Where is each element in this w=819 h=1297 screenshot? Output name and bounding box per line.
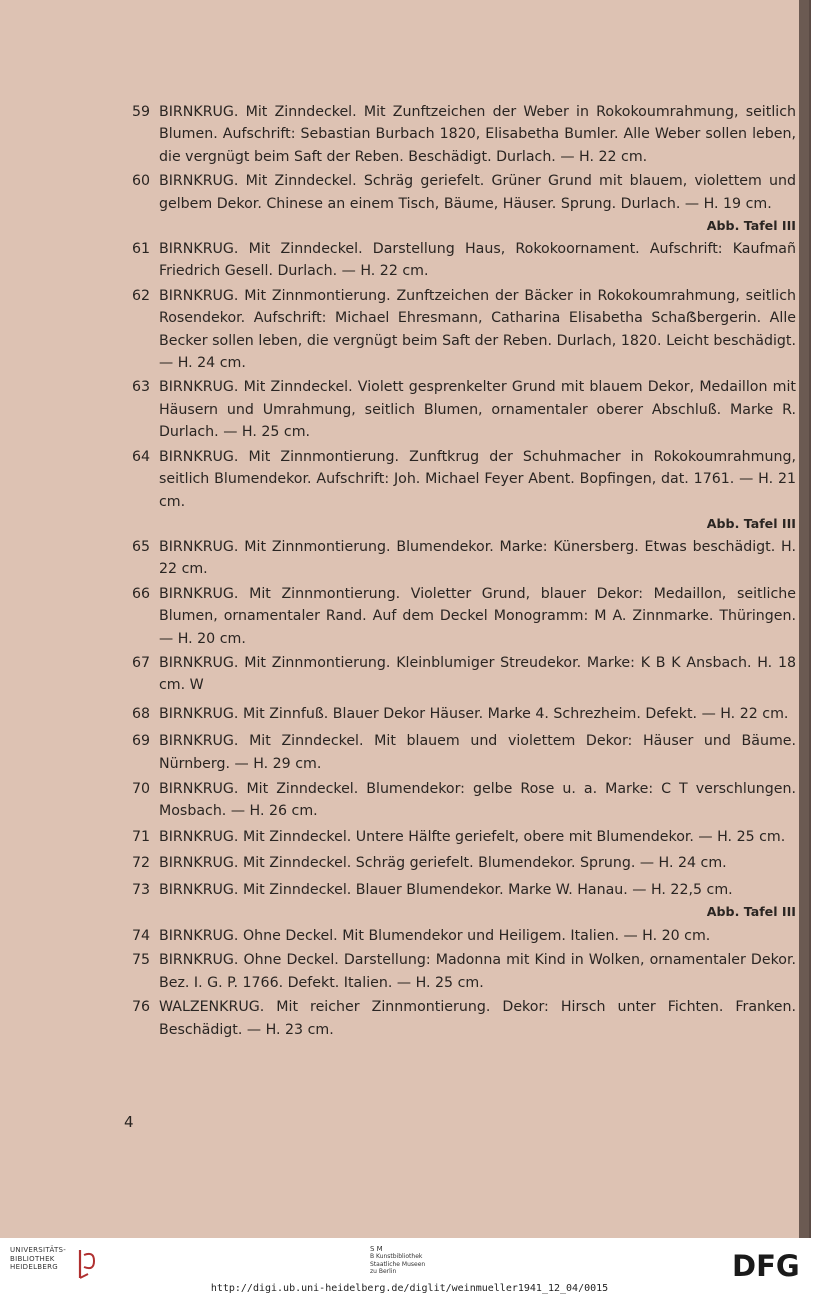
entry-text: BIRNKRUG. Mit Zinndeckel. Darstellung Haus, Rokokoornament. Aufschrift: Kaufmañ Friedrich Gesell. Durlach. — H. 22 cm. (159, 241, 796, 280)
entry-text: BIRNKRUG. Mit Zinndeckel. Mit blauem und violettem Dekor: Häuser und Bäume. Nürnberg. — H. 29 cm. (159, 733, 796, 772)
entry-number: 75 (132, 952, 151, 969)
page-edge (799, 0, 809, 1238)
catalog-entry (132, 170, 796, 236)
skb-line-2: B Kunstbibliothek (370, 1253, 423, 1261)
catalog-entry (132, 285, 796, 375)
library-seal-icon (76, 1247, 98, 1281)
entry-text: BIRNKRUG. Mit Zinndeckel. Blauer Blumendekor. Marke W. Hanau. — H. 22,5 cm. (159, 881, 733, 898)
plate-reference: Abb. Tafel III (706, 904, 796, 919)
plate-reference: Abb. Tafel III (706, 218, 796, 234)
skb-line-3: Staatliche Museen (370, 1260, 426, 1268)
library-name-line-1: UNIVERSITÄTS- (10, 1246, 67, 1254)
entry-number: 72 (132, 855, 151, 872)
page-url[interactable]: http://digi.ub.uni-heidelberg.de/diglit/weinmueller1941_12_04/0015 (210, 1283, 609, 1294)
skb-line-4: zu Berlin (370, 1267, 397, 1275)
catalog-entry (132, 996, 796, 1041)
entry-text: BIRNKRUG. Mit Zinndeckel. Mit Zunftzeichen der Weber in Rokokoumrahmung, seitlich Blumen. Aufschrift: Sebastian Burbach 1820, Elisabetha Bumler. Alle Weber sollen leben, die vergnügt beim Saft der Reben. Beschädigt. Durlach. — H. 22 cm. (159, 104, 796, 165)
catalog-entries (132, 101, 796, 1041)
entry-number: 66 (132, 585, 151, 602)
entry-text: BIRNKRUG. Mit Zinndeckel. Blumendekor: gelbe Rose u. a. Marke: C T verschlungen. Mosbach. — H. 26 cm. (159, 780, 796, 820)
entry-number: 65 (132, 538, 151, 555)
entry-text: BIRNKRUG. Mit Zinndeckel. Schräg geriefelt. Blumendekor. Sprung. — H. 24 cm. (159, 855, 727, 872)
catalog-entry (132, 703, 796, 725)
library-logo[interactable] (10, 1246, 66, 1272)
catalog-entry (132, 778, 796, 823)
entry-text: BIRNKRUG. Mit Zinnmontierung. Violetter Grund, blauer Dekor: Medaillon, seitliche Blumen, ornamentaler Rand. Auf dem Deckel Monogramm: M A. Zinnmarke. Thüringen. — H. 20 cm. (159, 585, 796, 647)
entry-number: 70 (132, 780, 151, 797)
catalog-entry (132, 826, 796, 848)
entry-number: 69 (132, 733, 151, 750)
plate-reference: Abb. Tafel III (706, 515, 796, 531)
catalog-entry (132, 376, 796, 443)
entry-number: 67 (132, 654, 151, 671)
library-name-line-3: HEIDELBERG (10, 1263, 58, 1271)
dfg-logo[interactable] (732, 1250, 810, 1280)
library-name-line-2: BIBLIOTHEK (10, 1254, 55, 1263)
entry-number: 71 (132, 828, 151, 845)
entry-number: 64 (132, 448, 151, 465)
entry-text: BIRNKRUG. Mit Zinnmontierung. Zunftzeichen der Bäcker in Rokokoumrahmung, seitlich Rosendekor. Aufschrift: Michael Ehresmann, Catharina Elisabetha Schaẞbergerin. Alle Becker sollen leben, die vergnügt beim Saft der Reben. Durlach, 1820. Leicht beschädigt. — H. 24 cm. (159, 287, 796, 372)
entry-number: 74 (132, 928, 151, 944)
entry-text: BIRNKRUG. Mit Zinnmontierung. Zunftkrug der Schuhmacher in Rokokoumrahmung, seitlich Blumendekor. Aufschrift: Joh. Michael Feyer Abent. Bopfingen, dat. 1761. — H. 21 cm. (159, 448, 796, 510)
entry-text: BIRNKRUG. Mit Zinnmontierung. Kleinblumiger Streudekor. Marke: K B K Ansbach. H. 18 cm. W (159, 654, 796, 694)
entry-number: 68 (132, 705, 151, 722)
catalog-entry (132, 925, 796, 947)
entry-number: 59 (132, 104, 151, 120)
entry-text: BIRNKRUG. Ohne Deckel. Darstellung: Madonna mit Kind in Wolken, ornamentaler Dekor. Bez. I. G. P. 1766. Defekt. Italien. — H. 25 cm. (159, 952, 796, 991)
entry-text: WALZENKRUG. Mit reicher Zinnmontierung. Dekor: Hirsch unter Fichten. Franken. Beschädigt. — H. 23 cm. (159, 999, 796, 1038)
catalog-entry (132, 238, 796, 283)
catalog-entry (132, 879, 796, 922)
catalog-entry (132, 652, 796, 697)
catalog-entry (132, 536, 796, 581)
entry-text: BIRNKRUG. Mit Zinndeckel. Violett gesprenkelter Grund mit blauem Dekor, Medaillon mit Häusern und Umrahmung, seitlich Blumen, ornamentaler oberer Abschluß. Marke R. Durlach. — H. 25 cm. (159, 379, 796, 441)
entry-text: BIRNKRUG. Ohne Deckel. Mit Blumendekor und Heiligem. Italien. — H. 20 cm. (159, 928, 711, 944)
entry-text: BIRNKRUG. Mit Zinndeckel. Untere Hälfte geriefelt, obere mit Blumendekor. — H. 25 cm. (159, 828, 786, 845)
page-number: 4 (124, 1113, 134, 1131)
skb-line-1: S M (370, 1245, 383, 1253)
entry-text: BIRNKRUG. Mit Zinndeckel. Schräg geriefelt. Grüner Grund mit blauem, violettem und gelbem Dekor. Chinese an einem Tisch, Bäume, Häuser. Sprung. Durlach. — H. 19 cm. (159, 173, 796, 212)
catalog-entry (132, 446, 796, 534)
catalog-entry (132, 101, 796, 168)
entry-number: 61 (132, 241, 151, 258)
entry-number: 73 (132, 881, 151, 898)
entry-number: 62 (132, 287, 151, 304)
entry-number: 63 (132, 379, 151, 396)
entry-number: 76 (132, 999, 151, 1016)
dfg-logo-text: DFG (732, 1250, 800, 1280)
entry-text: BIRNKRUG. Mit Zinnfuß. Blauer Dekor Häuser. Marke 4. Schrezheim. Defekt. — H. 22 cm. (159, 705, 789, 722)
catalog-entry (132, 949, 796, 994)
kunstbibliothek-logo[interactable] (370, 1246, 425, 1275)
catalog-entry (132, 730, 796, 775)
catalog-entry (132, 852, 796, 874)
catalog-entry (132, 583, 796, 650)
entry-number: 60 (132, 173, 151, 190)
entry-text: BIRNKRUG. Mit Zinnmontierung. Blumendekor. Marke: Künersberg. Etwas beschädigt. H. 22 cm. (159, 538, 796, 578)
